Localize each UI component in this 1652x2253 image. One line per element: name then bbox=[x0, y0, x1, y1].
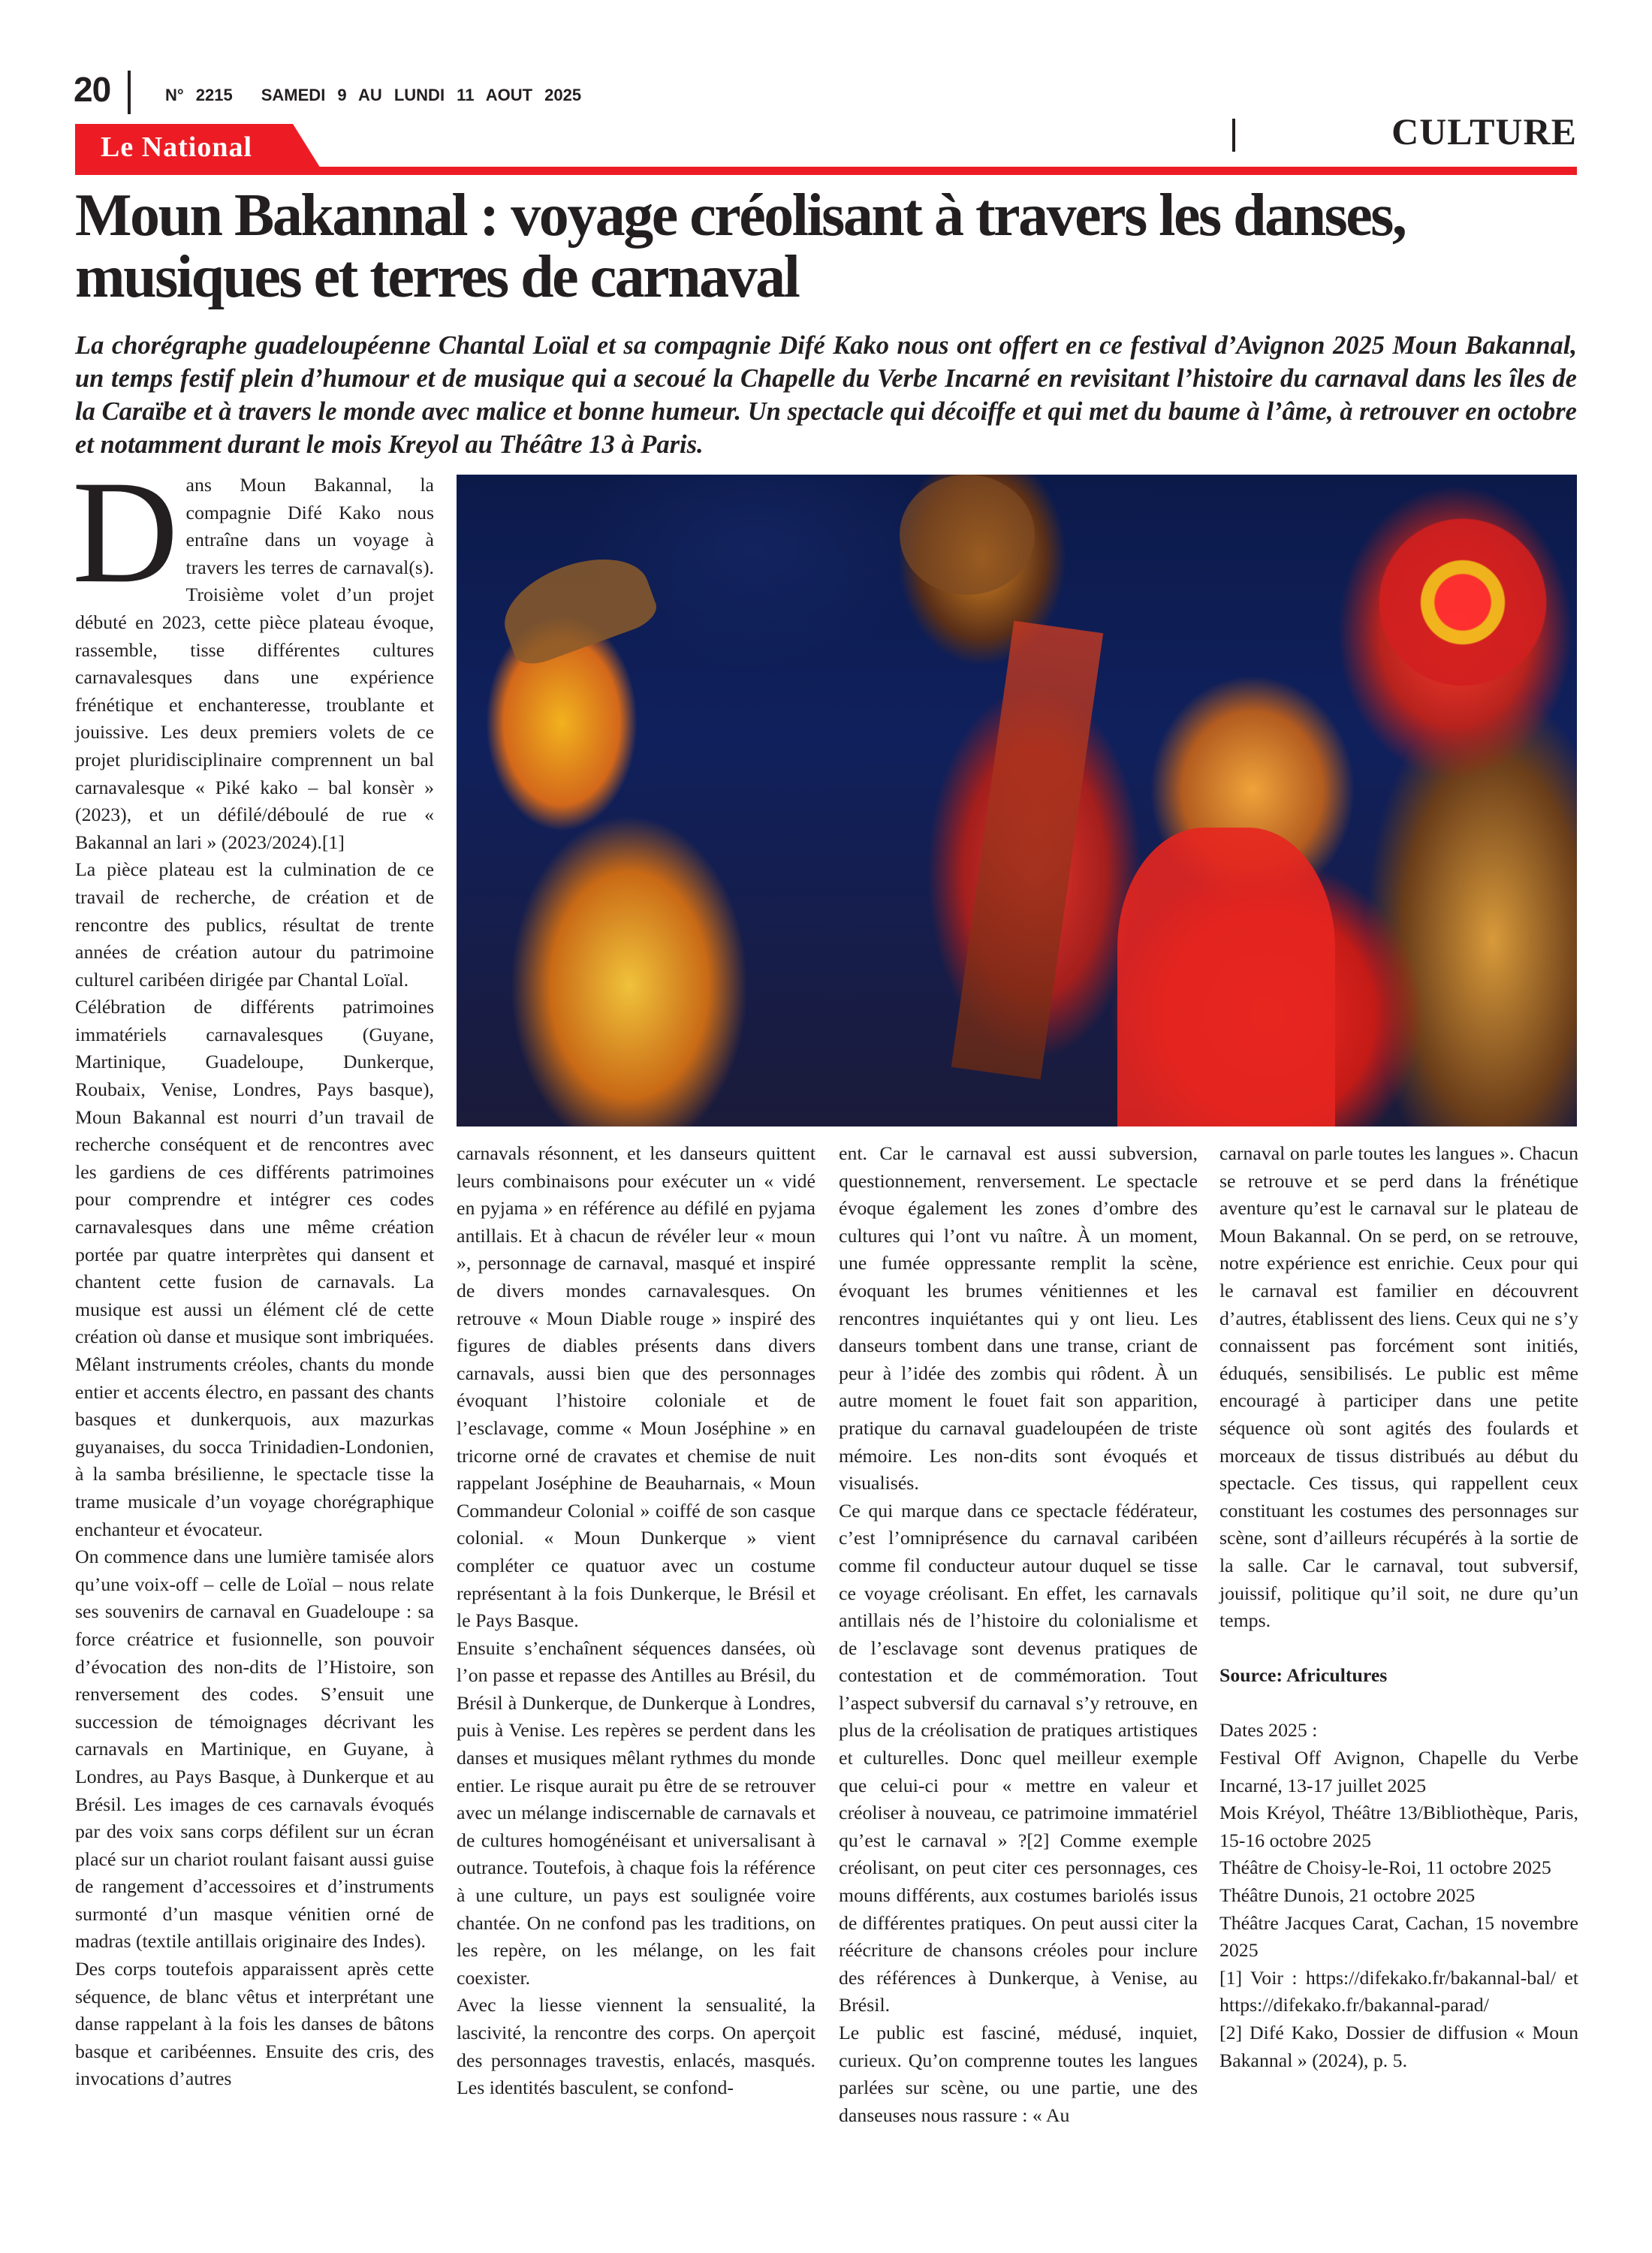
issue-date: SAMEDI 9 AU LUNDI 11 AOUT 2025 bbox=[261, 86, 582, 104]
date-item: Théâtre Dunois, 21 octobre 2025 bbox=[1219, 1884, 1476, 1907]
article-column-2 bbox=[457, 1140, 815, 2102]
paragraph: Des corps toutefois apparaissent après cette séquence, de blanc vêtus et interprétant une danse rappelant à la fois les danses de bâtons basque et caribéennes. Ensuite des cris, des invocations d’autres bbox=[75, 1958, 434, 2090]
paragraph: Le public est fasciné, médusé, inquiet, curieux. Qu’on comprenne toutes les langues parlées sur scène, ou une partie, une des danseuses nous rassure : « Au bbox=[839, 2022, 1198, 2126]
paragraph: ent. Car le carnaval est aussi subversion, questionnement, renversement. Le spectacle évoque également les zones d’ombre des cultures qui l’ont vu naître. À un moment, une fumée oppressante remplit la scène, évoquant les brumes vénitiennes et les rencontres inquiétantes qui y ont lieu. Les danseurs tombent dans une transe, criant de peur à l’idée des zombis qui rôdent. À un autre moment le fouet fait son apparition, pratique du carnaval guadeloupéen de triste mémoire. Les non-dits sont évoqués et visualisés. bbox=[839, 1142, 1198, 1494]
article-title: Moun Bakannal : voyage créolisant à travers les danses, musiques et terres de carnaval bbox=[75, 182, 1406, 310]
brand-logo: Le National bbox=[101, 131, 253, 163]
divider bbox=[128, 71, 131, 114]
page-number: 20 bbox=[74, 70, 111, 109]
footnote: [2] Difé Kako, Dossier de diffusion « Moun Bakannal » (2024), p. 5. bbox=[1219, 2022, 1578, 2071]
paragraph: Célébration de différents patrimoines immatériels carnavalesques (Guyane, Martinique, Guadeloupe, Dunkerque, Roubaix, Venise, Londres, Pays basque), Moun Bakannal est nourri d’un travail de recherche conséquent et de rencontres avec les gardiens de ces différents patrimoines pour comprendre et intégrer ces codes carnavalesques dans une même création portée par quatre interprètes qui dansent et chantent cette fusion de carnavals. La musique est aussi un élément clé de cette création où danse et musique sont imbriquées. Mêlant instruments créoles, chants du monde entier et accents électro, en passant des chants basques et dunkerquois, aux mazurkas guyanaises, du socca Trinidadien-Londonien, à la samba brésilienne, le spectacle tisse la trame musicale d’un voyage chorégraphique enchanteur et évocateur. bbox=[75, 996, 434, 1540]
article-lead: La chorégraphe guadeloupéenne Chantal Loïal et sa compagnie Difé Kako nous ont offert en ce festival d’Avignon 2025 Moun Bakannal, un temps festif plein d’humour et de musique qui a secoué la Chapelle du Verbe Incarné en revisitant l’histoire du carnaval dans les îles de la Caraïbe et à travers le monde avec malice et bonne humeur. Un spectacle qui décoiffe et qui met du baume à l’âme, à retrouver en octobre et notamment durant le mois Kreyol au Théâtre 13 à Paris. bbox=[75, 331, 1577, 459]
date-item: Mois Kréyol, Théâtre 13/Bibliothèque, Paris, 15-16 octobre 2025 bbox=[1219, 1802, 1578, 1851]
article-column-3 bbox=[839, 1140, 1198, 2129]
paragraph: carnavals résonnent, et les danseurs quittent leurs combinaisons pour exécuter un « vidé en pyjama » en référence au défilé en pyjama antillais. Et à chacun de révéler leur « moun », personnage de carnaval, masqué et inspiré de divers mondes carnavalesques. On retrouve « Moun Diable rouge » inspiré des figures de diables présents dans divers carnavals, aussi bien que des personnages évoquant l’histoire coloniale et de l’esclavage, comme « Moun Joséphine » en tricorne orné de cravates et chemise de nuit rappelant Joséphine de Beauharnais, « Moun Commandeur Colonial » coiffé de son casque colonial. « Moun Dunkerque » vient compléter ce quatuor avec un costume représentant à la fois Dunkerque, le Brésil et le Pays Basque. bbox=[457, 1142, 815, 1632]
paragraph: Dans Moun Bakannal, la compagnie Difé Kako nous entraîne dans un voyage à travers les terres de carnaval(s). Troisième volet d’un projet débuté en 2023, cette pièce plateau évoque, rassemble, tisse différentes cultures carnavalesques dans une expérience frénétique et enchanteresse, troublante et jouissive. Les deux premiers volets de ce projet pluridisciplinaire comprennent un bal carnavalesque « Piké kako – bal konsèr » (2023), et un défilé/déboulé de rue « Bakannal an lari » (2023/2024).[1] bbox=[72, 451, 434, 853]
source-credit: Source: Africultures bbox=[1219, 1664, 1388, 1687]
issue-number: N° 2215 bbox=[165, 86, 233, 104]
paragraph: Ce qui marque dans ce spectacle fédérateur, c’est l’omniprésence du carnaval caribéen comme fil conducteur autour duquel se tisse ce voyage créolisant. En effet, les carnavals antillais nés de l’histoire du colonialisme et de l’esclavage sont devenus pratiques de contestation et de commémoration. Tout l’aspect subversif du carnaval s’y retrouve, en plus de la créolisation de pratiques artistiques et culturelles. Donc quel meilleur exemple que celui-ci pour « mettre en valeur et créoliser à nouveau, ce patrimoine immatériel qu’est le carnaval » ?[2] Comme exemple créolisant, on peut citer ces personnages, ces mouns différents, aux costumes bariolés issus de différentes pratiques. On peut aussi citer la réécriture de chansons créoles pour inclure des références à Dunkerque, à Venise, au Brésil. bbox=[839, 1499, 1198, 2016]
article-column-4 bbox=[1219, 1140, 1578, 2074]
paragraph: Avec la liesse viennent la sensualité, la lascivité, la rencontre des corps. On aperçoit des personnages travestis, enlacés, masqués. Les identités basculent, se confond- bbox=[457, 1994, 815, 2099]
date-item: Théâtre de Choisy-le-Roi, 11 octobre 2025 bbox=[1219, 1856, 1551, 1879]
dates-heading: Dates 2025 : bbox=[1219, 1719, 1318, 1742]
paragraph: La pièce plateau est la culmination de ce travail de recherche, de création et de rencontre des publics, résultat de trente années de création autour du patrimoine culturel caribéen dirigée par Chantal Loïal. bbox=[75, 858, 434, 991]
article-photo bbox=[457, 475, 1577, 1126]
paragraph: Ensuite s’enchaînent séquences dansées, où l’on passe et repasse des Antilles au Brésil, du Brésil à Dunkerque, de Dunkerque à Londres, puis à Venise. Les repères se perdent dans les danses et musiques mêlant rythmes du monde entier. Le risque aurait pu être de se retrouver avec un mélange indiscernable de carnavals et de cultures homogénéisant et universalisant à outrance. Toutefois, à chaque fois la référence à une culture, un pays est soulignée voire chantée. On ne confond pas les traditions, on les repère, on les mélange, on les fait coexister. bbox=[457, 1636, 815, 1989]
footnote: [1] Voir : https://difekako.fr/bakannal-bal/ et https://difekako.fr/bakannal-parad/ bbox=[1219, 1966, 1578, 2016]
drop-cap: D bbox=[72, 451, 179, 614]
date-item: Festival Off Avignon, Chapelle du Verbe Incarné, 13-17 juillet 2025 bbox=[1219, 1747, 1578, 1796]
paragraph: carnaval on parle toutes les langues ». Chacun se retrouve et se perd dans la frénétique aventure qu’est le carnaval sur le plateau de Moun Bakannal. On se perd, on se retrouve, notre expérience est enrichie. Ceux pour qui le carnaval est familier en découvrent d’autres, établissent des liens. Ceux qui ne s’y connaissent pas forcément sont initiés, éduqués, sensibilisés. Le public est même encouragé à participer dans une petite séquence où sont agités des foulards et morceaux de tissus distribués au début du spectacle. Ces tissus, qui rappellent ceux constituant les costumes des personnages sur scène, sont d’ailleurs récupérés à la sortie de la salle. Car le carnaval, tout subversif, jouissif, politique qu’il soit, ne dure qu’un temps. bbox=[1219, 1142, 1578, 1632]
divider bbox=[1232, 119, 1235, 152]
section-title: CULTURE bbox=[1391, 110, 1577, 152]
issue-info bbox=[165, 86, 581, 105]
header-rule bbox=[75, 167, 1577, 175]
paragraph: On commence dans une lumière tamisée alors qu’une voix-off – celle de Loïal – nous relate ses souvenirs de carnaval en Guadeloupe : sa force créatrice et fusionnelle, son pouvoir d’évocation des non-dits de l’Histoire, son renversement des codes. S’ensuit une succession de témoignages décrivant les carnavals en Martinique, en Guyane, à Londres, au Pays Basque, à Dunkerque et au Brésil. Les images de ces carnavals évoqués par des voix sans corps défilent sur un écran placé sur un chariot roulant faisant aussi guise de rangement d’accessoires et d’instruments surmonté d’un masque vénitien orné de madras (textile antillais originaire des Indes). bbox=[75, 1546, 434, 1953]
date-item: Théâtre Jacques Carat, Cachan, 15 novembre 2025 bbox=[1219, 1911, 1578, 1962]
article-column-1 bbox=[72, 451, 434, 2093]
